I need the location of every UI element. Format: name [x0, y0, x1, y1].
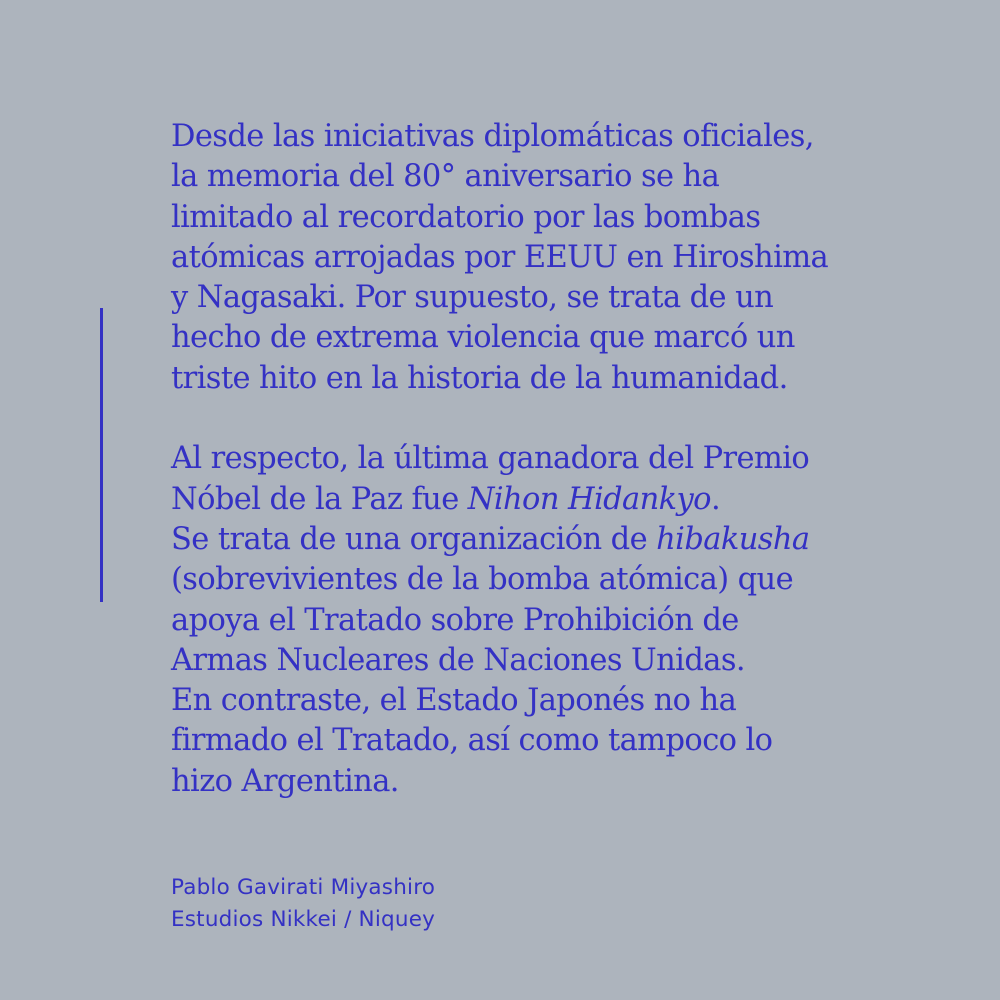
paragraph-1-line: la memoria del 80° aniversario se ha	[171, 159, 720, 195]
paragraph-2-line: En contraste, el Estado Japonés no ha	[171, 683, 737, 719]
paragraph-2-line	[171, 480, 971, 520]
paragraph-2-line	[171, 520, 971, 560]
paragraph-2-line: Armas Nucleares de Naciones Unidas.	[171, 642, 745, 678]
line-text: .	[710, 481, 721, 517]
credits	[171, 872, 435, 936]
paragraph-1-line: Desde las iniciativas diplomáticas oficiales,	[171, 119, 814, 154]
hibakusha-term-italic: hibakusha	[656, 521, 810, 557]
paragraph-2	[171, 439, 971, 802]
paragraph-1-line: y Nagasaki. Por supuesto, se trata de un	[171, 280, 774, 316]
paragraph-2-line: (sobrevivientes de la bomba atómica) que	[171, 562, 794, 598]
vertical-accent-line	[100, 308, 103, 602]
paragraph-2-line: apoya el Tratado sobre Prohibición de	[171, 602, 739, 638]
paragraph-2-line: firmado el Tratado, así como tampoco lo	[171, 723, 773, 759]
paragraph-1-line: triste hito en la historia de la humanidad.	[171, 360, 788, 396]
line-text: Nóbel de la Paz fue	[171, 481, 468, 517]
paragraph-1	[171, 117, 971, 399]
paragraph-2-line: Al respecto, la última ganadora del Premio	[171, 441, 810, 477]
paragraph-1-line: limitado al recordatorio por las bombas	[171, 199, 761, 235]
organization-name: Estudios Nikkei / Niquey	[171, 907, 436, 932]
line-text: Se trata de una organización de	[171, 521, 657, 557]
author-name: Pablo Gavirati Miyashiro	[171, 875, 436, 900]
paragraph-2-line: hizo Argentina.	[171, 763, 399, 799]
organization-name-italic: Nihon Hidankyo	[467, 481, 711, 517]
paragraph-1-line: atómicas arrojadas por EEUU en Hiroshima	[171, 239, 829, 275]
paragraph-1-line: hecho de extrema violencia que marcó un	[171, 320, 795, 356]
article-body	[171, 117, 971, 802]
